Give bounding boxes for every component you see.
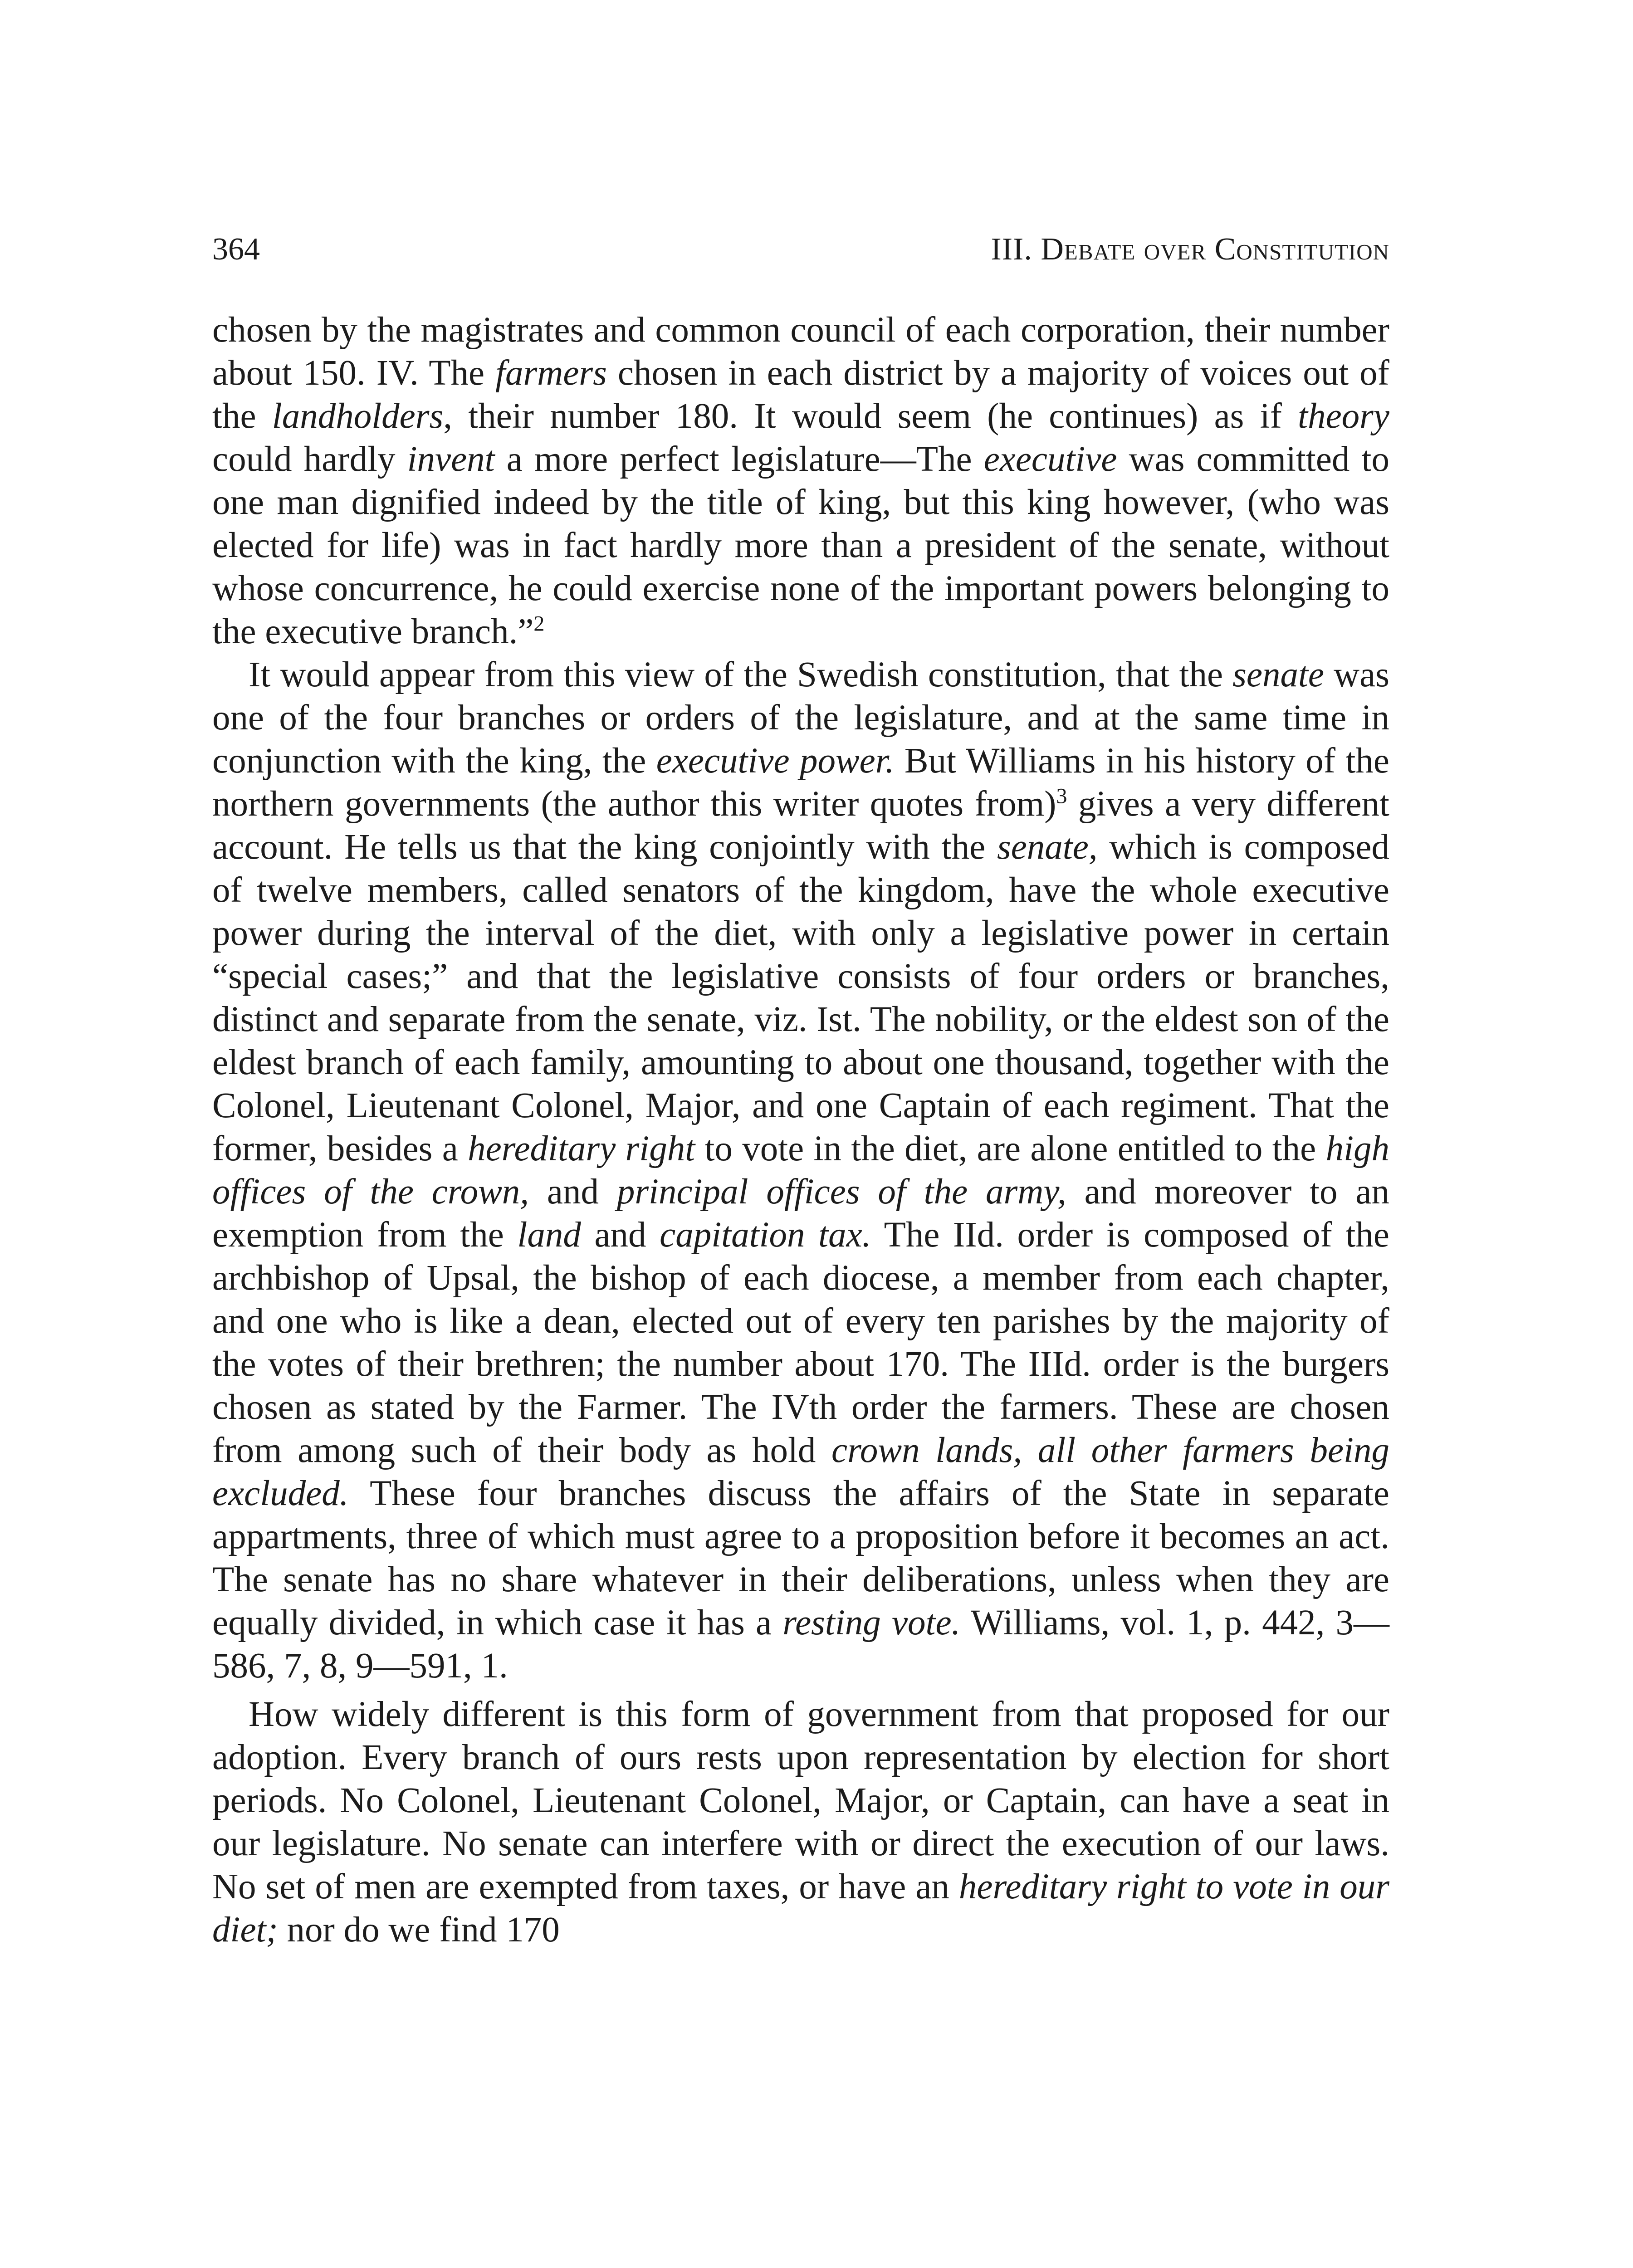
- text-run: The IId. order is composed of the archbishop of Upsal, the bishop of each diocese, a member from each chapter, and one who is like a dean, elected out of every ten parishes by the majority of the votes of their brethren; the number about 170. The IIId. order is the burgers chosen as stated by the Farmer. The IVth order the farmers. These are chosen from among such of their body as hold: [212, 1215, 1389, 1470]
- italic-text: hereditary right: [468, 1129, 695, 1168]
- text-run: a more perfect legislature—The: [494, 440, 984, 479]
- italic-text: theory: [1298, 396, 1389, 436]
- text-run: and: [529, 1172, 617, 1212]
- footnote-marker: 3: [1056, 784, 1067, 808]
- italic-text: high offices of the crown,: [212, 1129, 1390, 1212]
- text-run: and moreover to an exemption from the: [212, 1172, 1389, 1255]
- page-number: 364: [212, 232, 260, 267]
- text-run: and: [581, 1215, 660, 1255]
- text-run: could hardly: [212, 440, 407, 479]
- text-run: , their number 180. It would seem (he continues) as if: [443, 396, 1298, 436]
- text-run: chosen in each district by a majority of voices out of the: [212, 353, 1389, 436]
- paragraph-3: [212, 1693, 1389, 1951]
- text-run: How widely different is this form of government from that proposed for our adoption. Every branch of ours rests upon representation by election for short periods. No Colonel, Lieutenant Colonel, Major, or Captain, can have a seat in our legislature. No senate can interfere with or direct the execution of our laws. No set of men are exempted from taxes, or have an: [212, 1695, 1389, 1906]
- text-run: was committed to one man dignified indeed by the title of king, but this king however, (who was elected for life) was in fact hardly more than a president of the senate, without whose concurrence, he could exercise none of the important powers belonging to the executive branch.”: [212, 440, 1389, 651]
- text-run: which is composed of twelve members, called senators of the kingdom, have the whole executive power during the interval of the diet, with only a legislative power in certain “special cases;” and that the legislative consists of four orders or branches, distinct and separate from the senate, viz. Ist. The nobility, or the eldest son of the eldest branch of each family, amounting to about one thousand, together with the Colonel, Lieutenant Colonel, Major, and one Captain of each regiment. That the former, besides a: [212, 827, 1389, 1168]
- italic-text: executive: [983, 440, 1117, 479]
- italic-text: landholders: [272, 396, 444, 436]
- text-run: But Williams in his history of the northern governments (the author this writer quotes from): [212, 741, 1389, 824]
- text-run: chosen by the magistrates and common council of each corporation, their number about 150. IV. The: [212, 310, 1389, 393]
- text-run: was one of the four branches or orders of the legislature, and at the same time in conjunction with the king, the: [212, 655, 1389, 781]
- footnote-marker: 2: [533, 611, 545, 636]
- italic-text: senate: [1232, 655, 1324, 694]
- text-run: gives a very different account. He tells us that the king conjointly with the: [212, 784, 1389, 867]
- paragraph-1: [212, 308, 1389, 653]
- text-run: nor do we find 170: [278, 1910, 560, 1950]
- italic-text: hereditary right to vote in our diet;: [212, 1867, 1389, 1950]
- italic-text: land: [517, 1215, 581, 1255]
- italic-text: farmers: [495, 353, 607, 393]
- page-header: [212, 222, 1389, 277]
- italic-text: resting vote.: [782, 1603, 961, 1642]
- italic-text: invent: [407, 440, 495, 479]
- paragraph-2: [212, 653, 1389, 1687]
- text-run: to vote in the diet, are alone entitled to the: [695, 1129, 1326, 1168]
- italic-text: capitation tax.: [660, 1215, 871, 1255]
- running-head: III. Debate over Constitution: [991, 232, 1389, 267]
- italic-text: senate,: [997, 827, 1098, 867]
- body-text: [212, 308, 1389, 1951]
- text-run: It would appear from this view of the Swedish constitution, that the: [249, 655, 1233, 694]
- italic-text: principal offices of the army,: [616, 1172, 1066, 1212]
- italic-text: crown lands, all other farmers being excluded.: [212, 1431, 1389, 1513]
- text-run: Williams, vol. 1, p. 442, 3—586, 7, 8, 9—591, 1.: [212, 1603, 1389, 1686]
- text-run: These four branches discuss the affairs of the State in separate appartments, three of which must agree to a proposition before it becomes an act. The senate has no share whatever in their deliberations, unless when they are equally divided, in which case it has a: [212, 1474, 1389, 1642]
- italic-text: executive power.: [656, 741, 895, 781]
